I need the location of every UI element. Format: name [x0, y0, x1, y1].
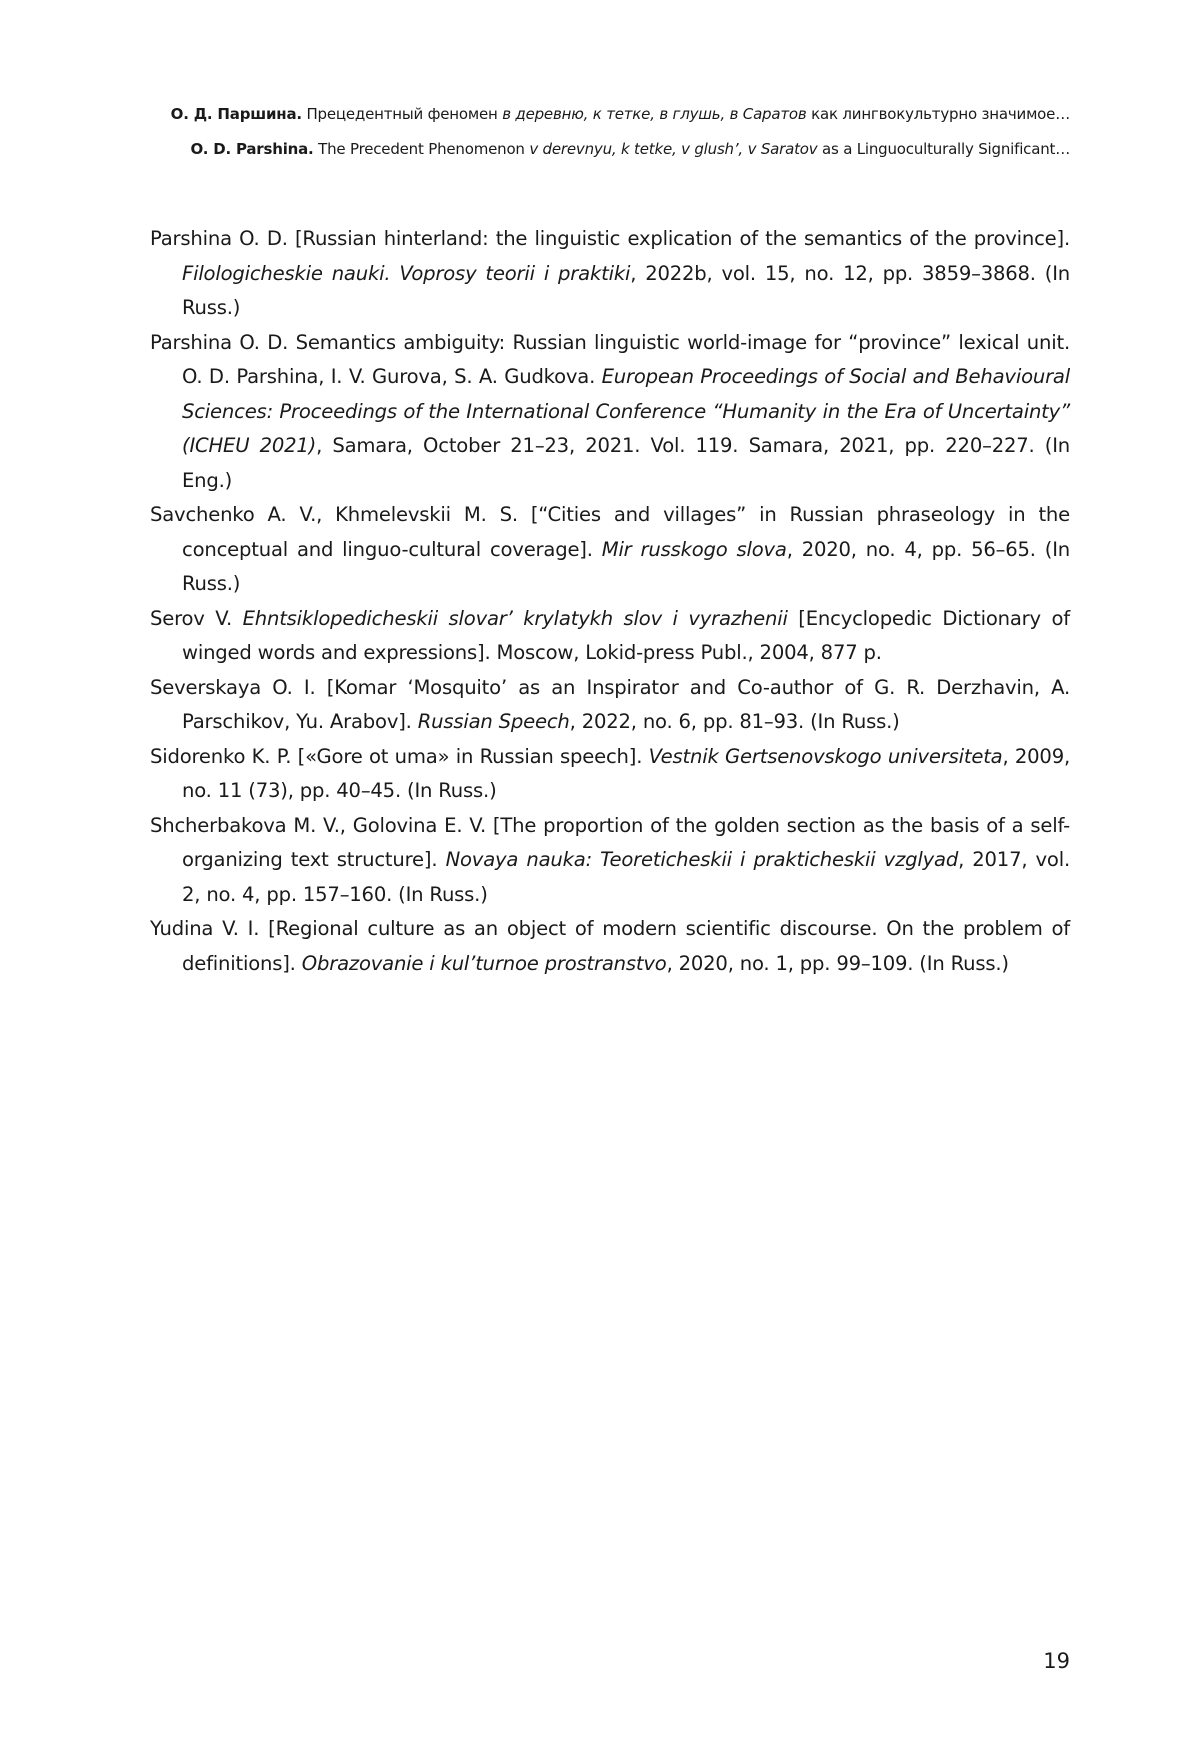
reference-source-title: Russian Speech	[417, 710, 570, 733]
reference-details: [Encyclopedic Dictionary of winged words and expressions]. Moscow, Lokid-press Publ., 2004, 877 p.	[182, 606, 1070, 664]
reference-entry	[150, 671, 1070, 740]
reference-source-title: Mir russkogo slova	[601, 537, 787, 561]
reference-entry	[150, 809, 1070, 913]
reference-source-title: Obrazovanie i kul’turnoe prostranstvo	[301, 951, 667, 975]
reference-text: Sidorenko K. P. [«Gore ot uma» in Russian speech].	[150, 744, 649, 768]
running-head-title-italic: в деревню, к тетке, в глушь, в Саратов	[502, 105, 807, 123]
reference-details: , 2017, vol. 2, no. 4, pp. 157–160. (In Russ.)	[182, 848, 1070, 906]
reference-entry	[150, 498, 1070, 602]
reference-text: Shcherbakova M. V., Golovina E. V. [The proportion of the golden section as the basis of a self-organizing text structure].	[150, 813, 1070, 871]
running-head-author: O. D. Parshina.	[190, 140, 314, 158]
running-head-title-start: The Precedent Phenomenon	[318, 140, 525, 158]
reference-details: , 2022b, vol. 15, no. 12, pp. 3859–3868. (In Russ.)	[182, 261, 1070, 319]
running-head-title-italic: v derevnyu, k tetke, v glush’, v Saratov	[529, 140, 818, 158]
reference-text: Savchenko A. V., Khmelevskii M. S. [“Cities and villages” in Russian phraseology in the conceptual and linguo-cultural coverage].	[150, 503, 1070, 561]
reference-entry	[150, 740, 1070, 809]
reference-source-title: Vestnik Gertsenovskogo universiteta	[648, 744, 1003, 768]
reference-source-title: Novaya nauka: Teoreticheskii i prakticheskii vzglyad	[445, 848, 959, 871]
running-head-title-end: как лингвокультурно значимое…	[811, 105, 1070, 123]
running-head-russian	[171, 104, 1070, 124]
reference-entry	[150, 912, 1070, 981]
reference-details: , 2009, no. 11 (73), pp. 40–45. (In Russ.)	[182, 744, 1070, 802]
page-number: 19	[1043, 1649, 1070, 1673]
running-head-title-end: as a Linguoculturally Significant…	[822, 140, 1070, 158]
reference-details: , 2020, no. 1, pp. 99–109. (In Russ.)	[666, 951, 1009, 975]
reference-entry	[150, 222, 1070, 326]
reference-text: Severskaya O. I. [Komar ‘Mosquito’ as an Inspirator and Co-author of G. R. Derzhavin, A. Parschikov, Yu. Arabov].	[150, 675, 1070, 733]
running-head-author: О. Д. Паршина.	[170, 105, 302, 123]
reference-details: , Samara, October 21–23, 2021. Vol. 119. Samara, 2021, pp. 220–227. (In Eng.)	[182, 434, 1070, 492]
reference-text: Yudina V. I. [Regional culture as an object of modern scientific discourse. On the problem of definitions].	[150, 917, 1070, 975]
running-head-title-start: Прецедентный феномен	[306, 105, 498, 123]
reference-details: , 2020, no. 4, pp. 56–65. (In Russ.)	[182, 537, 1070, 595]
reference-text: Parshina O. D. Semantics ambiguity: Russian linguistic world-image for “province” lexical unit. O. D. Parshina, I. V. Gurova, S. A. Gudkova.	[150, 330, 1070, 388]
reference-text: Serov V.	[150, 606, 243, 630]
running-head-english	[190, 139, 1070, 159]
reference-text: Parshina O. D. [Russian hinterland: the linguistic explication of the semantics of the province].	[150, 227, 1070, 250]
reference-source-title: Ehntsiklopedicheskii slovar’ krylatykh slov i vyrazhenii	[242, 606, 788, 630]
reference-source-title: European Proceedings of Social and Behavioural Sciences: Proceedings of the International Conference “Humanity in the Era of Uncertainty” (ICHEU 2021)	[182, 365, 1070, 457]
reference-details: , 2022, no. 6, pp. 81–93. (In Russ.)	[569, 710, 900, 733]
reference-source-title: Filologicheskie nauki. Voprosy teorii i praktiki	[182, 261, 631, 285]
reference-entry	[150, 326, 1070, 499]
reference-entry	[150, 602, 1070, 671]
reference-list	[150, 222, 1070, 981]
